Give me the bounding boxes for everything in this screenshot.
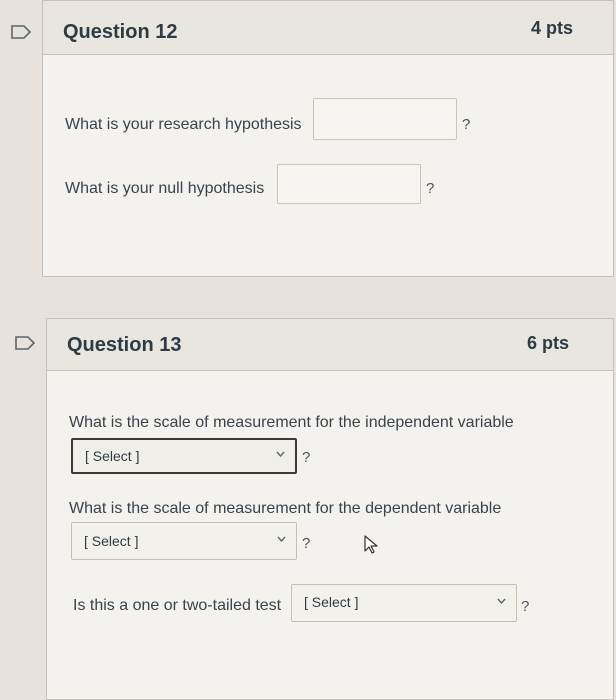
question-12-title: Question 12 (63, 21, 178, 43)
question-13-title: Question 13 (67, 334, 182, 356)
question-13-header (47, 319, 613, 371)
null-help-mark: ? (426, 180, 435, 197)
research-help-mark: ? (462, 116, 471, 133)
flag-question-icon[interactable] (14, 335, 36, 351)
tailed-select-value: [ Select ] (304, 594, 359, 610)
dependent-help-mark: ? (302, 535, 311, 552)
tailed-test-select[interactable] (291, 584, 517, 622)
mouse-pointer-icon (363, 535, 379, 555)
question-12-card (42, 0, 614, 277)
question-12-header (43, 1, 613, 55)
chevron-down-icon (276, 451, 285, 457)
dependent-variable-label: What is the scale of measurement for the dependent variable (69, 500, 502, 517)
chevron-down-icon (497, 598, 506, 604)
flag-question-icon[interactable] (10, 24, 32, 40)
dependent-variable-select[interactable] (71, 522, 297, 560)
tailed-help-mark: ? (521, 598, 530, 615)
question-13-card (46, 318, 614, 700)
independent-variable-select[interactable] (71, 438, 297, 474)
independent-help-mark: ? (302, 449, 311, 466)
question-12-points: 4 pts (530, 18, 573, 38)
null-hypothesis-input[interactable] (277, 164, 421, 204)
null-hypothesis-label: What is your null hypothesis (65, 180, 265, 197)
independent-select-value: [ Select ] (85, 448, 140, 464)
question-13-points: 6 pts (526, 333, 569, 353)
research-hypothesis-label: What is your research hypothesis (65, 116, 302, 133)
chevron-down-icon (277, 536, 286, 542)
independent-variable-label: What is the scale of measurement for the independent variable (69, 414, 514, 431)
research-hypothesis-input[interactable] (313, 98, 457, 140)
tailed-test-label: Is this a one or two-tailed test (73, 597, 282, 614)
dependent-select-value: [ Select ] (84, 533, 139, 549)
